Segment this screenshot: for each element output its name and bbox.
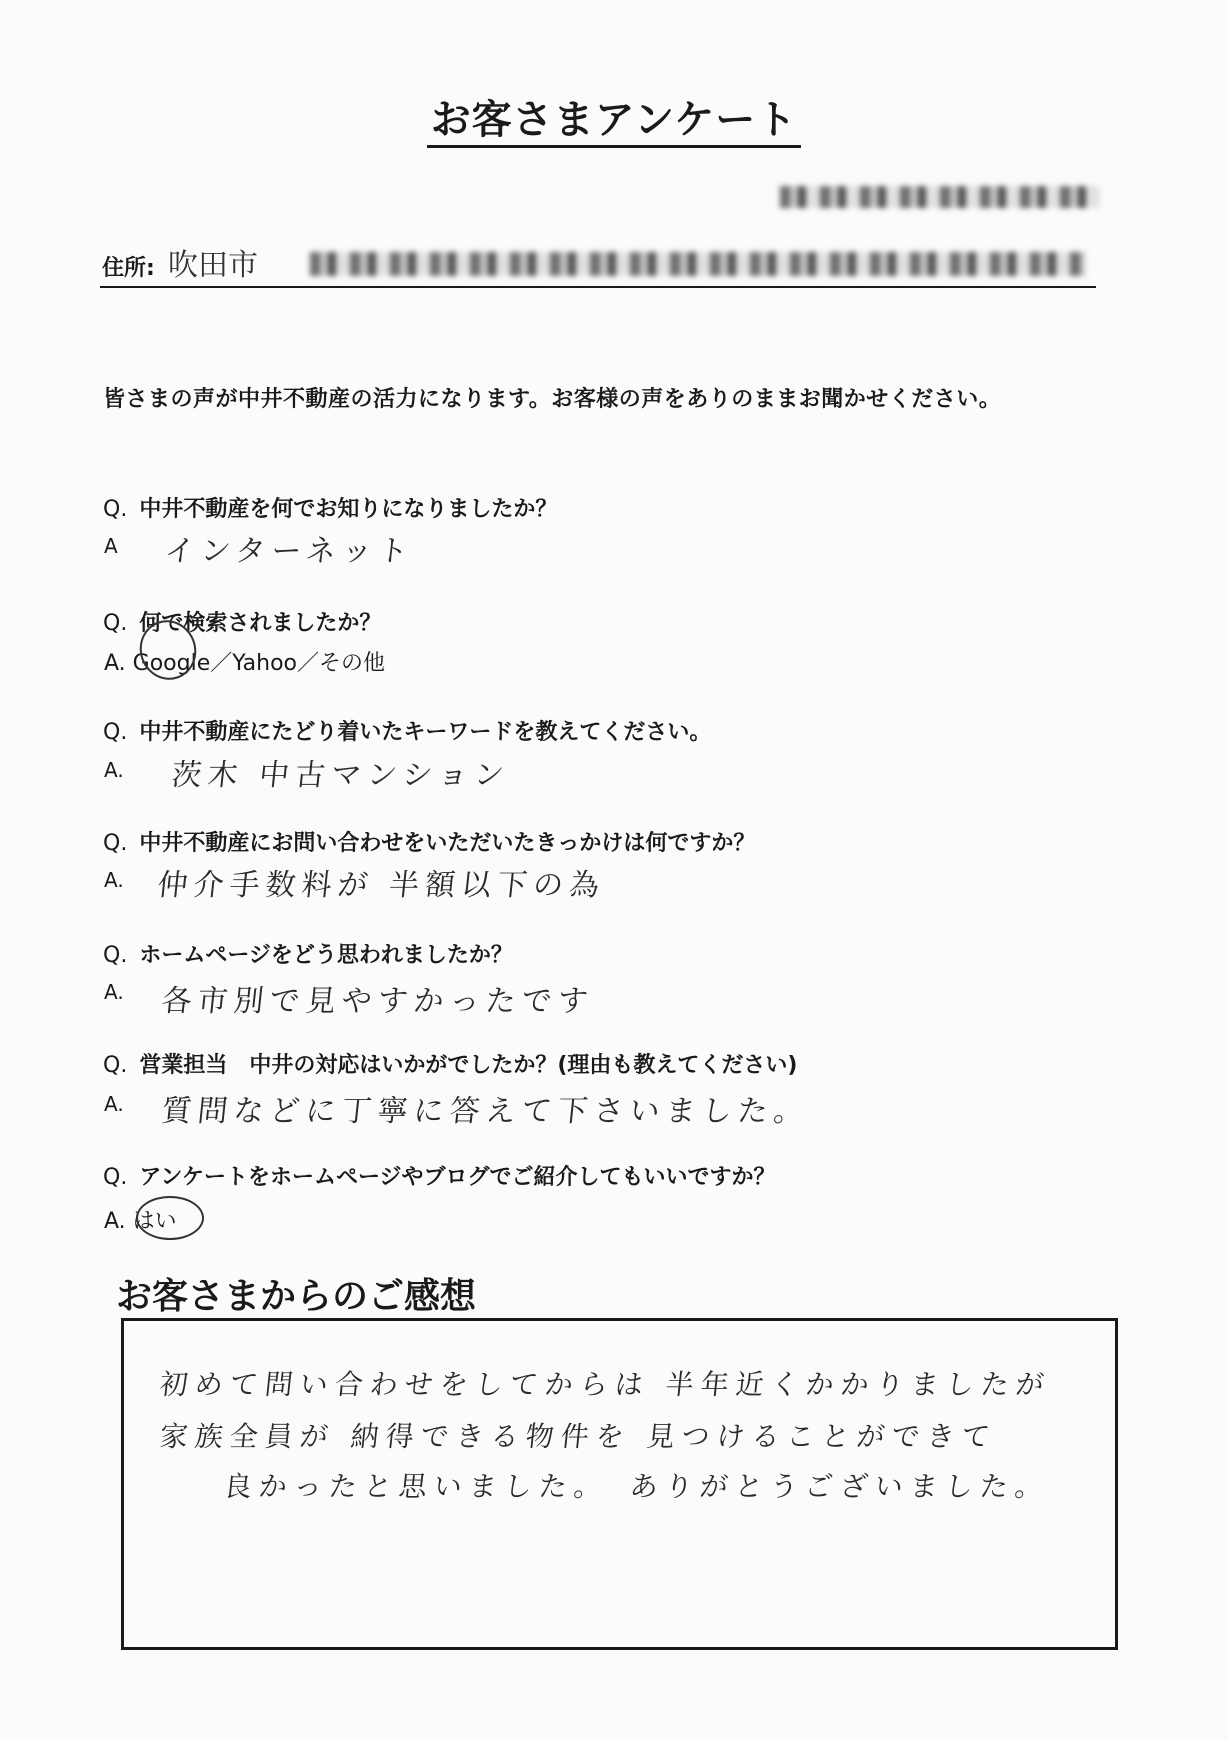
- question-text: 何で検索されましたか？: [139, 611, 382, 636]
- answer-3: 茨木 中古マンション: [169, 758, 512, 793]
- answer-4: 仲介手数料が 半額以下の為: [155, 868, 608, 903]
- redacted-date: [780, 186, 1100, 208]
- comment-line: 家族全員が 納得できる物件を 見つけることができて: [158, 1420, 999, 1453]
- answer-3-prefix: A.: [104, 758, 124, 782]
- q-prefix: Q.: [103, 611, 128, 636]
- option-yahoo: Yahoo: [232, 651, 298, 676]
- answer-1: インターネット: [162, 534, 416, 569]
- a-prefix: A.: [104, 651, 126, 676]
- selected-answer-circle: [136, 1196, 204, 1240]
- option-other: その他: [319, 651, 386, 676]
- title-text: お客さまアンケート: [427, 97, 802, 148]
- redacted-address: [310, 252, 1085, 276]
- a-prefix: A.: [104, 1209, 126, 1234]
- q-prefix: Q.: [103, 943, 128, 968]
- question-5: [103, 938, 513, 969]
- q-prefix: Q.: [103, 497, 128, 522]
- question-3: [103, 715, 711, 746]
- q-prefix: Q.: [103, 1053, 128, 1078]
- document-title: [0, 88, 1228, 145]
- option-separator: ／: [210, 651, 233, 676]
- answer-6: 質問などに丁寧に答えて下さいました。: [159, 1094, 812, 1129]
- address-label: 住所:: [102, 256, 155, 281]
- question-text: 中井不動産を何でお知りになりましたか？: [139, 497, 558, 522]
- q-prefix: Q.: [103, 1165, 128, 1190]
- option-separator: ／: [297, 651, 320, 676]
- question-text: 営業担当 中井の対応はいかがでしたか？(理由も教えてください): [139, 1053, 798, 1078]
- question-text: アンケートをホームページやブログでご紹介してもいいですか？: [139, 1165, 776, 1190]
- question-text: ホームページをどう思われましたか？: [139, 943, 513, 968]
- answer-1-prefix: A: [104, 534, 118, 558]
- answer-4-prefix: A.: [104, 868, 124, 892]
- question-1: [103, 492, 557, 523]
- answer-5-prefix: A.: [104, 980, 124, 1004]
- comments-title: お客さまからのご感想: [116, 1276, 477, 1317]
- question-6: [103, 1048, 797, 1079]
- answer-5: 各市別で見やすかったです: [159, 984, 596, 1019]
- option-google: Google: [132, 651, 211, 676]
- question-text: 中井不動産にたどり着いたキーワードを教えてください。: [139, 720, 712, 745]
- comments-box: [121, 1318, 1118, 1650]
- intro-text: 皆さまの声が中井不動産の活力になります。お客様の声をありのままお聞かせください。: [103, 387, 1002, 412]
- comment-line: 初めて問い合わせをしてからは 半年近くかかりましたが: [158, 1368, 1053, 1401]
- comment-line: 良かったと思いました。 ありがとうございました。: [222, 1470, 1052, 1503]
- answer-6-prefix: A.: [104, 1092, 124, 1116]
- q-prefix: Q.: [103, 720, 128, 745]
- q-prefix: Q.: [103, 831, 128, 856]
- question-7: [103, 1160, 776, 1191]
- question-4: [103, 826, 755, 857]
- answer-text: はい: [132, 1209, 177, 1234]
- question-text: 中井不動産にお問い合わせをいただいたきっかけは何ですか？: [139, 831, 756, 856]
- address-city: 吹田市: [168, 248, 258, 283]
